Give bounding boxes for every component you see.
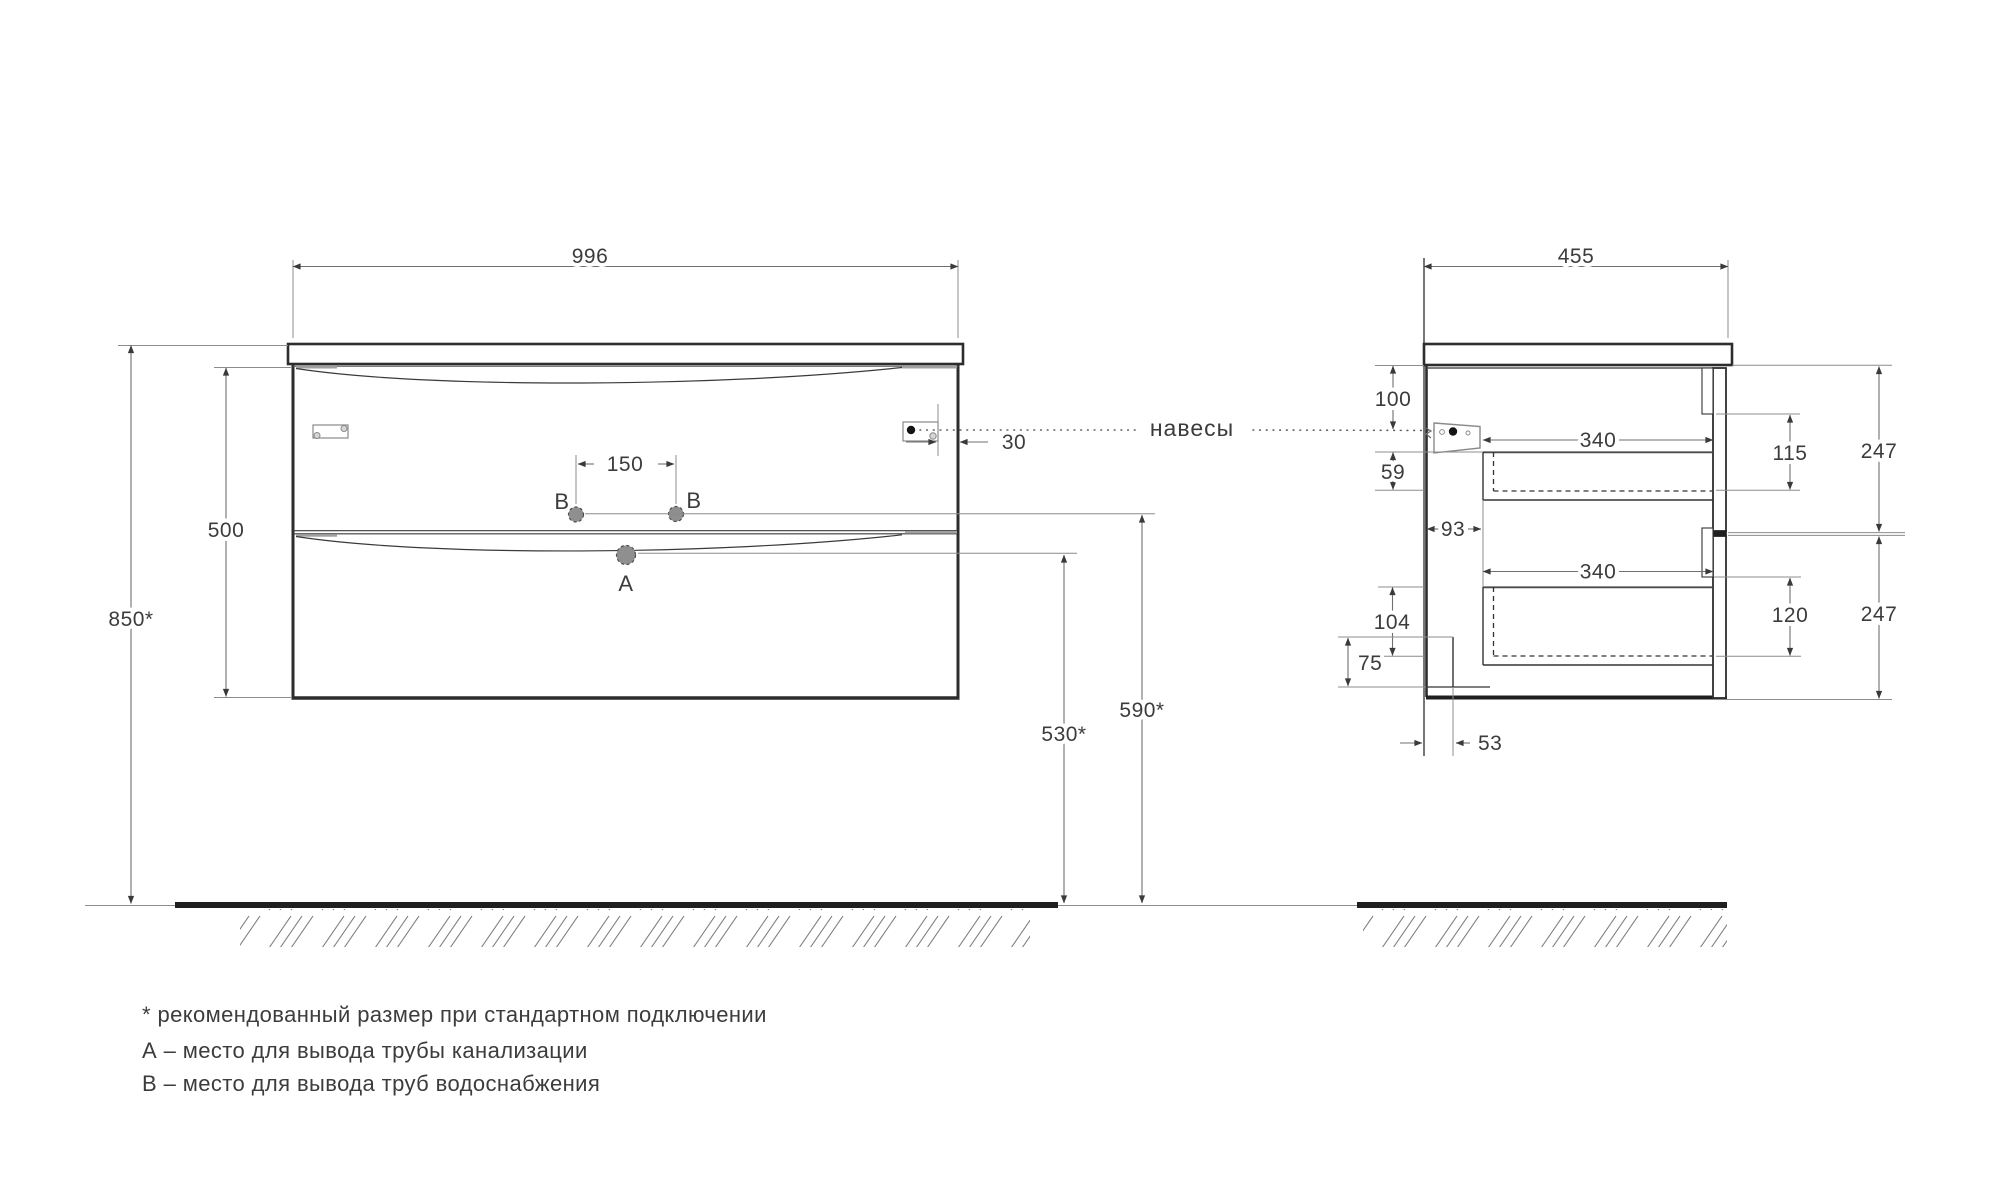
dim-rail-59: 59	[1380, 461, 1406, 484]
dim-height-500: 500	[207, 519, 245, 542]
dim-width-996: 996	[571, 245, 609, 268]
side-drawer-front-top	[1713, 368, 1726, 531]
dim-back-clearance-53: 53	[1478, 732, 1503, 755]
dim-drawer-depth-bottom-340: 340	[1579, 560, 1617, 584]
dim-mount-850: 850*	[108, 608, 154, 631]
dim-supply-590: 590*	[1119, 699, 1165, 722]
hangers-callout	[920, 415, 1449, 441]
legend	[142, 1002, 767, 1096]
front-countertop	[288, 344, 963, 364]
side-hanger-bracket	[1426, 423, 1480, 453]
legend-asterisk-note: * рекомендованный размер при стандартном подключении	[142, 1002, 767, 1027]
dim-hanger-top-100: 100	[1374, 388, 1412, 411]
front-bottom-drawer-curve	[296, 535, 902, 551]
supply-hole-left	[569, 507, 584, 522]
hanger-bracket-left	[313, 425, 348, 439]
side-hanger-dot	[1449, 427, 1457, 435]
dim-plinth-75: 75	[1358, 652, 1383, 675]
legend-a-note: А – место для вывода трубы канализации	[142, 1038, 588, 1063]
floor-hatch-right	[1363, 909, 1727, 947]
hanger-screw-dot	[907, 426, 915, 434]
dim-drawer-depth-top-340: 340	[1579, 429, 1617, 452]
side-drawer-box-top	[1483, 452, 1713, 500]
dim-depth-455: 455	[1557, 245, 1595, 268]
hanger-bracket-right	[903, 422, 938, 441]
side-front-gap	[1712, 531, 1727, 537]
side-drawer-box-bottom	[1483, 587, 1713, 665]
dim-drain-530: 530*	[1041, 723, 1087, 746]
dim-bottom-offset-104: 104	[1373, 611, 1411, 634]
dim-hanger-wall-93: 93	[1440, 518, 1466, 541]
hangers-label: навесы	[1149, 415, 1235, 441]
dim-inner-top-115: 115	[1772, 442, 1808, 465]
dim-front-top-247: 247	[1860, 440, 1898, 463]
dim-front-bottom-247: 247	[1860, 603, 1898, 626]
dim-hanger-offset-30: 30	[1001, 431, 1027, 454]
side-front-bracket-top	[1702, 368, 1713, 414]
label-b-right: В	[686, 488, 702, 513]
front-view	[288, 344, 963, 698]
label-b-left: В	[554, 489, 570, 514]
floor	[85, 905, 1727, 947]
side-view	[1424, 258, 1732, 756]
dim-inner-bottom-120: 120	[1771, 604, 1809, 627]
floor-hatch-left	[240, 909, 1030, 947]
dim-hole-spacing-150: 150	[606, 453, 644, 476]
front-top-drawer-curve	[296, 368, 902, 384]
side-front-bracket-bottom	[1702, 528, 1713, 577]
side-drawer-front-bottom	[1713, 536, 1726, 698]
label-a: А	[618, 571, 634, 596]
side-countertop	[1424, 344, 1732, 365]
legend-b-note: В – место для вывода труб водоснабжения	[142, 1071, 601, 1096]
drain-hole	[617, 546, 636, 565]
